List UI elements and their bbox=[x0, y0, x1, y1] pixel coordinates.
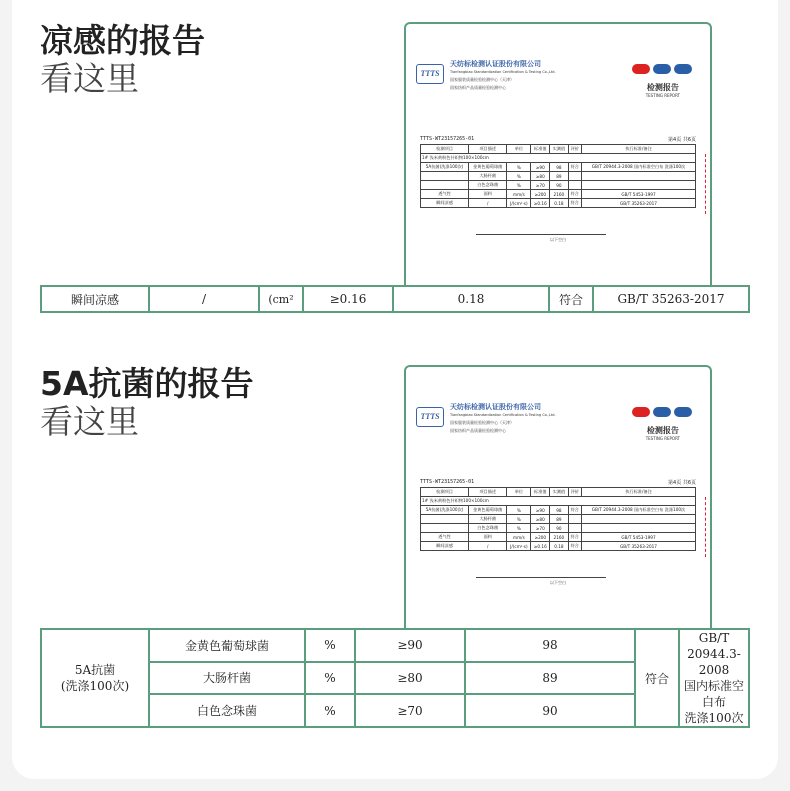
report-title-block bbox=[646, 425, 680, 441]
mini-cell: J/(cm²·s) bbox=[507, 199, 531, 208]
standard-line2: 国内标准空白布 bbox=[684, 679, 745, 709]
mini-header-cell: 单位 bbox=[507, 145, 531, 154]
requirement-cell: ≥80 bbox=[355, 662, 465, 695]
cnas-icon bbox=[674, 64, 692, 74]
mini-cell: GB/T 35263-2017 bbox=[582, 199, 696, 208]
mini-header-cell: 检测项目 bbox=[421, 145, 469, 154]
section1-result-table bbox=[40, 285, 750, 313]
report-title: 检测报告 bbox=[646, 83, 679, 92]
mini-cell bbox=[568, 172, 581, 181]
mini-cell: 5A抗菌(洗涤100次) bbox=[421, 163, 469, 172]
mini-cell: % bbox=[507, 163, 531, 172]
mini-cell: ≥80 bbox=[531, 172, 550, 181]
mini-cell bbox=[568, 524, 581, 533]
end-note: 以下空白 bbox=[550, 237, 566, 242]
mini-row bbox=[421, 163, 696, 172]
ilac-mra-icon bbox=[632, 64, 650, 74]
mini-cell: 面料 bbox=[469, 533, 507, 542]
mini-row bbox=[421, 172, 696, 181]
unit-cell: % bbox=[305, 629, 355, 662]
mini-header-cell: 实测值 bbox=[550, 145, 568, 154]
mini-cell bbox=[421, 172, 469, 181]
org-name-en: Tianfangbiao Standardization Certification & Testing Co.,Ltd. bbox=[450, 70, 556, 74]
mini-cell: 90 bbox=[550, 181, 568, 190]
mini-header-cell: 评价 bbox=[568, 145, 581, 154]
org-name-en: Tianfangbiao Standardization Certification & Testing Co.,Ltd. bbox=[450, 413, 556, 417]
page-number: 第4页 共6页 bbox=[668, 480, 696, 486]
mini-cell: 89 bbox=[550, 515, 568, 524]
measured-cell: 90 bbox=[465, 694, 635, 727]
org-name: 天纺标检测认证股份有限公司 bbox=[450, 60, 541, 68]
mini-cell: mm/s bbox=[507, 533, 531, 542]
item-name: 5A抗菌 bbox=[74, 663, 116, 677]
mini-cell: 大肠杆菌 bbox=[469, 172, 507, 181]
mini-cell bbox=[568, 181, 581, 190]
mini-cell: 98 bbox=[550, 506, 568, 515]
mini-header-cell: 单位 bbox=[507, 488, 531, 497]
mini-cell: 符合 bbox=[568, 533, 581, 542]
section1-heading bbox=[40, 22, 205, 98]
doc-number: TTTS-WT23157265-01 bbox=[420, 479, 475, 485]
ttts-logo-icon: TTTS bbox=[416, 64, 444, 84]
mini-cell: % bbox=[507, 506, 531, 515]
mini-cell: 90 bbox=[550, 524, 568, 533]
mini-header-cell: 评价 bbox=[568, 488, 581, 497]
mini-cell: 2160 bbox=[550, 190, 568, 199]
mini-cell: 透气性 bbox=[421, 190, 469, 199]
mini-cell: 2160 bbox=[550, 533, 568, 542]
report-title-en: TESTING REPORT bbox=[645, 436, 680, 441]
mini-cell: 瞬间凉感 bbox=[421, 199, 469, 208]
mini-cell: 白色念珠菌 bbox=[469, 524, 507, 533]
standard-cell bbox=[679, 629, 749, 727]
desc-cell: / bbox=[149, 286, 259, 312]
verdict-cell: 符合 bbox=[635, 629, 679, 727]
section2-report-image bbox=[404, 365, 712, 633]
mini-header-cell: 执行标准/备注 bbox=[582, 145, 696, 154]
requirement-cell: ≥90 bbox=[355, 629, 465, 662]
mini-cell bbox=[568, 515, 581, 524]
mini-cell: mm/s bbox=[507, 190, 531, 199]
mini-cell: J/(cm²·s) bbox=[507, 542, 531, 551]
mini-header-cell: 项目描述 bbox=[469, 145, 507, 154]
section1-report-image bbox=[404, 22, 712, 290]
mini-row bbox=[421, 181, 696, 190]
mini-cell: 大肠杆菌 bbox=[469, 515, 507, 524]
mini-cell: % bbox=[507, 524, 531, 533]
doc-number: TTTS-WT23157265-01 bbox=[420, 136, 475, 142]
cert-logos bbox=[632, 407, 692, 417]
mini-cell bbox=[421, 181, 469, 190]
mini-header-cell: 项目描述 bbox=[469, 488, 507, 497]
standard-line1: GB/T 20944.3-2008 bbox=[687, 631, 741, 677]
mini-cell: ≥0.16 bbox=[531, 542, 550, 551]
ilac-mra-icon bbox=[632, 407, 650, 417]
red-stamp-mark bbox=[702, 154, 706, 214]
red-stamp-mark bbox=[702, 497, 706, 557]
section1-title: 凉感的报告 bbox=[40, 21, 205, 60]
mini-header-cell: 实测值 bbox=[550, 488, 568, 497]
section2-subtitle: 看这里 bbox=[40, 402, 139, 441]
table-row bbox=[41, 286, 749, 312]
mini-header-row bbox=[421, 488, 696, 497]
mini-cell: ≥0.16 bbox=[531, 199, 550, 208]
mini-cell: / bbox=[469, 542, 507, 551]
mini-row bbox=[421, 506, 696, 515]
mini-cell: 符合 bbox=[568, 542, 581, 551]
mini-row bbox=[421, 542, 696, 551]
bacteria-cell: 白色念珠菌 bbox=[149, 694, 305, 727]
mini-cell: ≥70 bbox=[531, 524, 550, 533]
mini-cell bbox=[582, 515, 696, 524]
mini-cell: ≥200 bbox=[531, 190, 550, 199]
report-title: 检测报告 bbox=[646, 426, 679, 435]
mini-cell: GB/T 20944.3-2008 国内标准空白布 洗涤100次 bbox=[582, 506, 696, 515]
mini-cell: ≥80 bbox=[531, 515, 550, 524]
mini-cell: 0.18 bbox=[550, 542, 568, 551]
end-note: 以下空白 bbox=[550, 580, 566, 585]
item-cell bbox=[41, 629, 149, 727]
unit-cell: % bbox=[305, 662, 355, 695]
mini-cell: 98 bbox=[550, 163, 568, 172]
mini-header-cell: 标准值 bbox=[531, 145, 550, 154]
end-line bbox=[476, 577, 606, 578]
measured-cell: 0.18 bbox=[393, 286, 549, 312]
section2-heading bbox=[40, 365, 254, 441]
mini-header-cell: 执行标准/备注 bbox=[582, 488, 696, 497]
section1-subtitle: 看这里 bbox=[40, 59, 139, 98]
report-title-block bbox=[646, 82, 680, 98]
mini-cell: 0.18 bbox=[550, 199, 568, 208]
mini-header-row bbox=[421, 145, 696, 154]
mini-cell: ≥70 bbox=[531, 181, 550, 190]
cnas-icon bbox=[674, 407, 692, 417]
mini-cell: 89 bbox=[550, 172, 568, 181]
table-row bbox=[41, 629, 749, 662]
cert-logos bbox=[632, 64, 692, 74]
requirement-cell: ≥0.16 bbox=[303, 286, 393, 312]
mini-sample-cell: 1# 浅米黄粉色针织物100×100cm bbox=[421, 154, 696, 163]
mini-header-cell: 标准值 bbox=[531, 488, 550, 497]
org-line3: 国家纺织产品质量检验检测中心 bbox=[450, 85, 506, 90]
mini-cell bbox=[582, 524, 696, 533]
mini-row bbox=[421, 533, 696, 542]
mini-cell bbox=[582, 181, 696, 190]
mini-cell: ≥90 bbox=[531, 163, 550, 172]
mini-cell: 金黄色葡萄球菌 bbox=[469, 506, 507, 515]
standard-line3: 洗涤100次 bbox=[684, 711, 744, 725]
bacteria-cell: 金黄色葡萄球菌 bbox=[149, 629, 305, 662]
mini-cell: 符合 bbox=[568, 190, 581, 199]
unit-cell: (cm² bbox=[259, 286, 303, 312]
org-line3: 国家纺织产品质量检验检测中心 bbox=[450, 428, 506, 433]
cma-icon bbox=[653, 407, 671, 417]
verdict-cell: 符合 bbox=[549, 286, 593, 312]
report-title-en: TESTING REPORT bbox=[645, 93, 680, 98]
mini-cell: 面料 bbox=[469, 190, 507, 199]
mini-cell bbox=[421, 515, 469, 524]
measured-cell: 98 bbox=[465, 629, 635, 662]
end-line bbox=[476, 234, 606, 235]
mini-cell: GB/T 5453-1997 bbox=[582, 533, 696, 542]
mini-cell: / bbox=[469, 199, 507, 208]
mini-row bbox=[421, 515, 696, 524]
mini-cell: ≥90 bbox=[531, 506, 550, 515]
mini-cell bbox=[582, 172, 696, 181]
ttts-logo-icon: TTTS bbox=[416, 407, 444, 427]
mini-cell: ≥200 bbox=[531, 533, 550, 542]
unit-cell: % bbox=[305, 694, 355, 727]
cma-icon bbox=[653, 64, 671, 74]
mini-cell: 透气性 bbox=[421, 533, 469, 542]
mini-header-cell: 检测项目 bbox=[421, 488, 469, 497]
report-mini-table bbox=[420, 144, 696, 208]
mini-row bbox=[421, 190, 696, 199]
mini-cell: % bbox=[507, 515, 531, 524]
mini-cell: GB/T 20944.3-2008 国内标准空白布 洗涤100次 bbox=[582, 163, 696, 172]
mini-row bbox=[421, 497, 696, 506]
mini-sample-cell: 1# 浅米黄粉色针织物100×100cm bbox=[421, 497, 696, 506]
page-number: 第4页 共6页 bbox=[668, 137, 696, 143]
mini-cell: 符合 bbox=[568, 506, 581, 515]
bacteria-cell: 大肠杆菌 bbox=[149, 662, 305, 695]
report-org bbox=[450, 60, 556, 92]
org-name: 天纺标检测认证股份有限公司 bbox=[450, 403, 541, 411]
report-org bbox=[450, 403, 556, 435]
report-mini-table bbox=[420, 487, 696, 551]
org-line2: 国家服装质量检验检测中心（天津） bbox=[450, 77, 514, 82]
mini-cell: GB/T 5453-1997 bbox=[582, 190, 696, 199]
mini-cell: 金黄色葡萄球菌 bbox=[469, 163, 507, 172]
measured-cell: 89 bbox=[465, 662, 635, 695]
section2-title: 5A抗菌的报告 bbox=[40, 364, 254, 403]
mini-cell: 白色念珠菌 bbox=[469, 181, 507, 190]
mini-cell: 5A抗菌(洗涤100次) bbox=[421, 506, 469, 515]
mini-cell: 瞬间凉感 bbox=[421, 542, 469, 551]
mini-cell: GB/T 35263-2017 bbox=[582, 542, 696, 551]
item-cell: 瞬间凉感 bbox=[41, 286, 149, 312]
mini-cell: 符合 bbox=[568, 163, 581, 172]
mini-cell: % bbox=[507, 181, 531, 190]
requirement-cell: ≥70 bbox=[355, 694, 465, 727]
org-line2: 国家服装质量检验检测中心（天津） bbox=[450, 420, 514, 425]
mini-row bbox=[421, 524, 696, 533]
mini-row bbox=[421, 154, 696, 163]
mini-cell: 符合 bbox=[568, 199, 581, 208]
mini-row bbox=[421, 199, 696, 208]
section2-result-table bbox=[40, 628, 750, 728]
mini-cell: % bbox=[507, 172, 531, 181]
mini-cell bbox=[421, 524, 469, 533]
standard-cell: GB/T 35263-2017 bbox=[593, 286, 749, 312]
item-note: (洗涤100次) bbox=[60, 679, 130, 693]
